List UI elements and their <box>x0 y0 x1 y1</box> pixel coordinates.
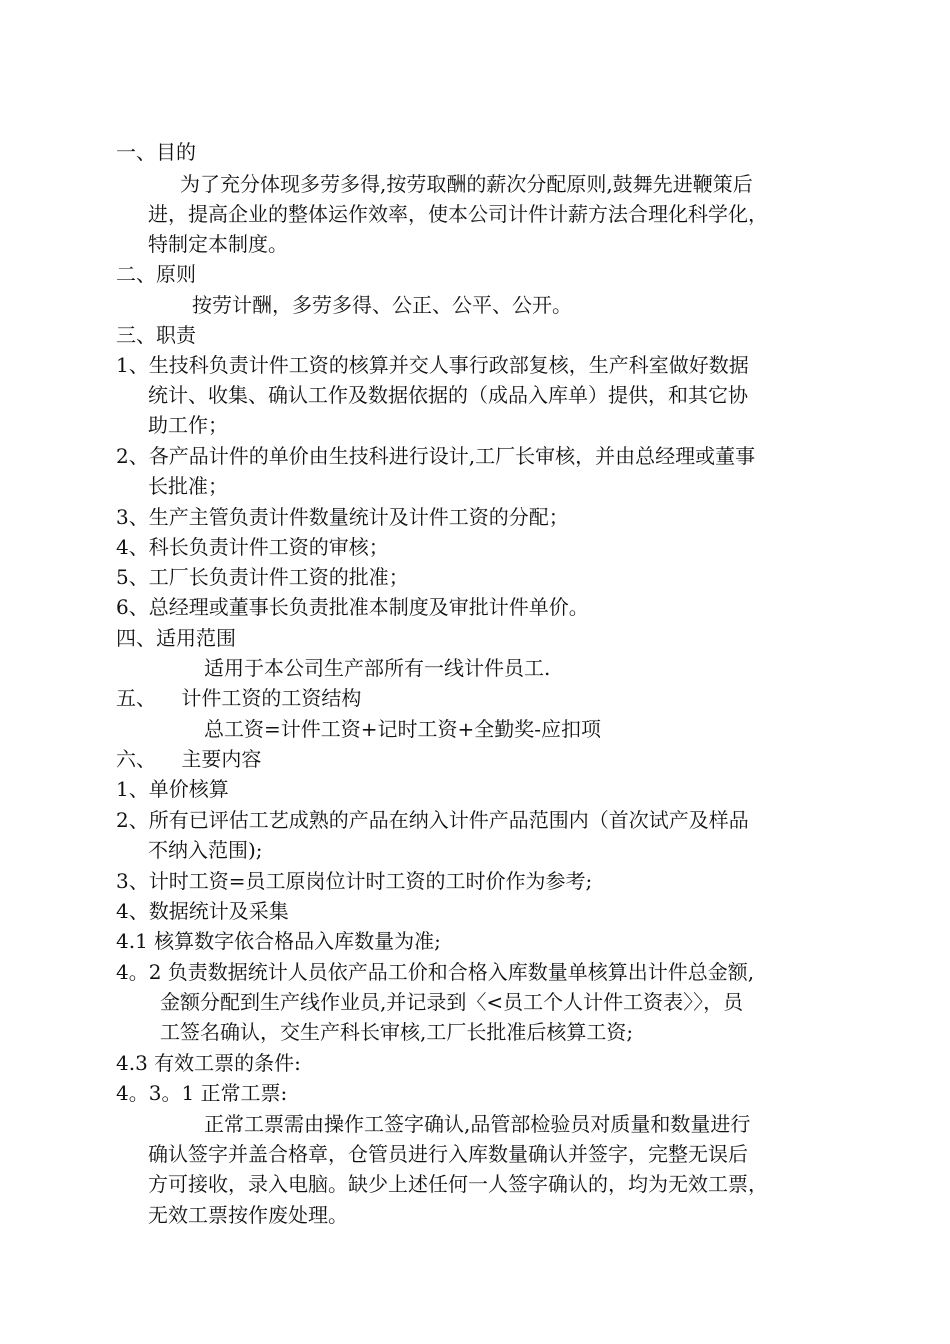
paragraph-line: 按劳计酬，多劳多得、公正、公平、公开。 <box>192 293 572 317</box>
list-item-line: 5、工厂长负责计件工资的批准； <box>116 565 409 589</box>
list-item-line: 2、各产品计件的单价由生技科进行设计,工厂长审核，并由总经理或董事 <box>116 444 756 468</box>
list-item-line: 1、生技科负责计件工资的核算并交人事行政部复核，生产科室做好数据 <box>116 353 749 377</box>
list-item-line: 统计、收集、确认工作及数据依据的（成品入库单）提供，和其它协 <box>148 383 748 407</box>
list-item-line: 4、数据统计及采集 <box>116 899 289 923</box>
list-item-line: 3、计时工资=员工原岗位计时工资的工时价作为参考; <box>116 869 593 893</box>
section-heading-wage-structure: 五、 计件工资的工资结构 <box>116 686 362 710</box>
list-item-line: 1、单价核算 <box>116 777 229 801</box>
paragraph-line: 方可接收，录入电脑。缺少上述任何一人签字确认的，均为无效工票， <box>148 1172 768 1196</box>
list-item-line: 4.1 核算数字依合格品入库数量为准; <box>116 929 441 953</box>
list-item-line: 4。2 负责数据统计人员依产品工价和合格入库数量单核算出计件总金额, <box>116 960 755 984</box>
section-heading-purpose: 一、目的 <box>116 140 196 164</box>
list-item-line: 4、科长负责计件工资的审核； <box>116 535 389 559</box>
paragraph-line: 进，提高企业的整体运作效率，使本公司计件计薪方法合理化科学化， <box>148 202 768 226</box>
section-heading-duties: 三、职责 <box>116 323 196 347</box>
paragraph-line: 为了充分体现多劳多得,按劳取酬的薪次分配原则,鼓舞先进鞭策后 <box>180 172 753 196</box>
paragraph-line: 正常工票需由操作工签字确认,品管部检验员对质量和数量进行 <box>204 1112 751 1136</box>
list-item-line: 6、总经理或董事长负责批准本制度及审批计件单价。 <box>116 595 589 619</box>
list-item-line: 助工作； <box>148 413 228 437</box>
section-heading-scope: 四、适用范围 <box>116 626 236 650</box>
paragraph-line: 特制定本制度。 <box>148 232 288 256</box>
list-item-line: 工签名确认，交生产科长审核,工厂长批准后核算工资; <box>160 1020 634 1044</box>
list-item-line: 3、生产主管负责计件数量统计及计件工资的分配； <box>116 505 569 529</box>
list-item-line: 4。3。1 正常工票: <box>116 1081 288 1105</box>
paragraph-line: 无效工票按作废处理。 <box>148 1203 348 1227</box>
list-item-line: 长批准； <box>148 474 228 498</box>
list-item-line: 不纳入范围); <box>148 838 263 862</box>
section-heading-principle: 二、原则 <box>116 262 196 286</box>
list-item-line: 2、所有已评估工艺成熟的产品在纳入计件产品范围内（首次试产及样品 <box>116 808 749 832</box>
list-item-line: 4.3 有效工票的条件: <box>116 1051 301 1075</box>
list-item-line: 金额分配到生产线作业员,并记录到〈<员工个人计件工资表〉〉，员 <box>160 990 744 1014</box>
formula-line: 总工资=计件工资+记时工资+全勤奖-应扣项 <box>204 717 602 741</box>
paragraph-line: 适用于本公司生产部所有一线计件员工. <box>204 656 551 680</box>
paragraph-line: 确认签字并盖合格章，仓管员进行入库数量确认并签字，完整无误后 <box>148 1142 748 1166</box>
section-heading-main-content: 六、 主要内容 <box>116 747 262 771</box>
